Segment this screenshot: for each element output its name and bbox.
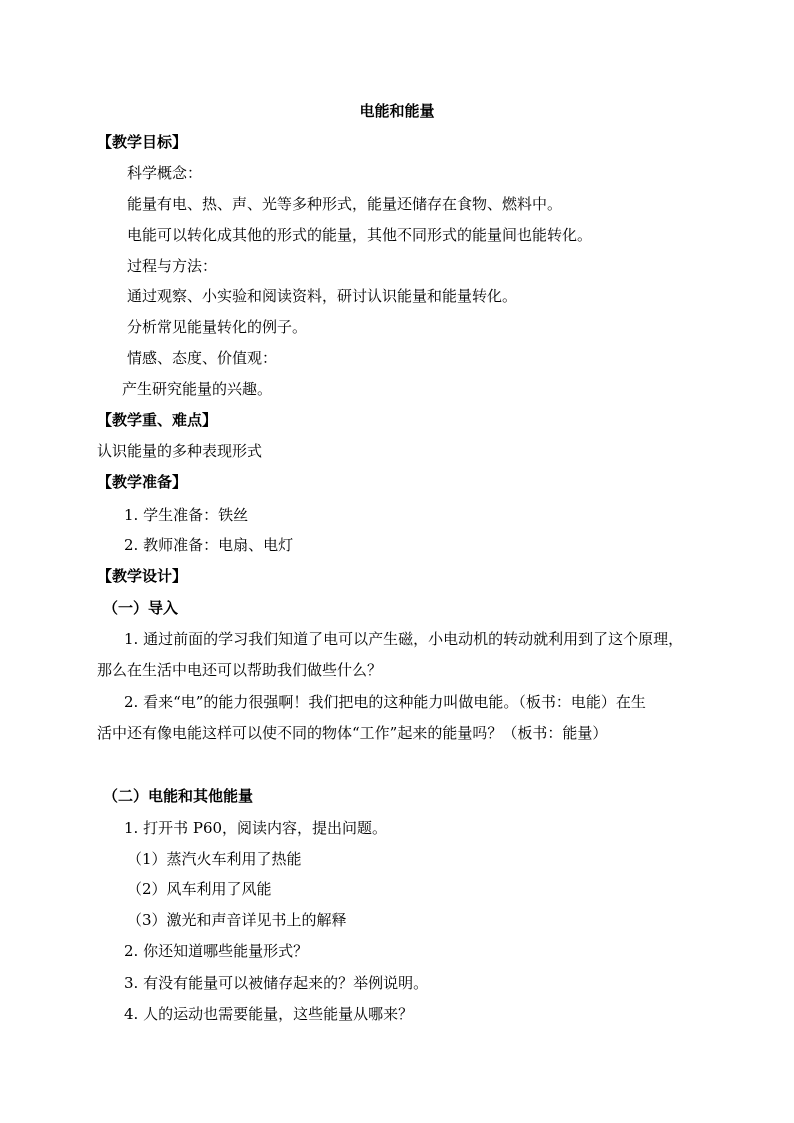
process-text-1: 通过观察、小实验和阅读资料，研讨认识能量和能量转化。 — [127, 287, 518, 305]
document-title: 电能和能量 — [359, 102, 435, 120]
design-heading: 【教学设计】 — [97, 567, 188, 585]
intro-paragraph-2-line-1: 2. 看来“电”的能力很强啊！我们把电的这种能力叫做电能。（板书：电能）在生 — [124, 693, 646, 711]
energy-item-4: 4. 人的运动也需要能量，这些能量从哪来？ — [124, 1005, 414, 1023]
energy-item-3: 3. 有没有能量可以被储存起来的？举例说明。 — [124, 974, 429, 992]
energy-section-heading: （二）电能和其他能量 — [103, 787, 254, 805]
attitude-text-1: 产生研究能量的兴趣。 — [122, 380, 273, 398]
intro-paragraph-1-line-1: 1. 通过前面的学习我们知道了电可以产生磁，小电动机的转动就利用到了这个原理， — [124, 630, 684, 648]
preparation-item-2: 2. 教师准备：电扇、电灯 — [124, 536, 294, 554]
preparation-heading: 【教学准备】 — [97, 473, 188, 491]
process-text-2: 分析常见能量转化的例子。 — [127, 318, 308, 336]
attitude-label: 情感、态度、价值观： — [127, 349, 278, 367]
energy-sub-item-3: （3）激光和声音详见书上的解释 — [127, 911, 347, 929]
key-points-text: 认识能量的多种表现形式 — [97, 442, 263, 460]
intro-heading: （一）导入 — [103, 599, 179, 617]
concept-text-2: 电能可以转化成其他的形式的能量，其他不同形式的能量间也能转化。 — [127, 226, 593, 244]
preparation-item-1: 1. 学生准备：铁丝 — [124, 506, 249, 524]
intro-paragraph-2-line-2: 活中还有像电能这样可以使不同的物体“工作”起来的能量吗？（板书：能量） — [97, 724, 608, 742]
energy-item-1: 1. 打开书 P60，阅读内容，提出问题。 — [124, 819, 388, 837]
energy-item-2: 2. 你还知道哪些能量形式？ — [124, 942, 309, 960]
process-label: 过程与方法： — [127, 257, 218, 275]
intro-paragraph-1-line-2: 那么在生活中电还可以帮助我们做些什么？ — [97, 661, 383, 679]
concept-label: 科学概念： — [127, 164, 203, 182]
concept-text-1: 能量有电、热、声、光等多种形式，能量还储存在食物、燃料中。 — [127, 195, 563, 213]
energy-sub-item-1: （1）蒸汽火车利用了热能 — [127, 850, 302, 868]
goals-heading: 【教学目标】 — [97, 133, 188, 151]
energy-sub-item-2: （2）风车利用了风能 — [127, 880, 272, 898]
key-points-heading: 【教学重、难点】 — [97, 411, 218, 429]
